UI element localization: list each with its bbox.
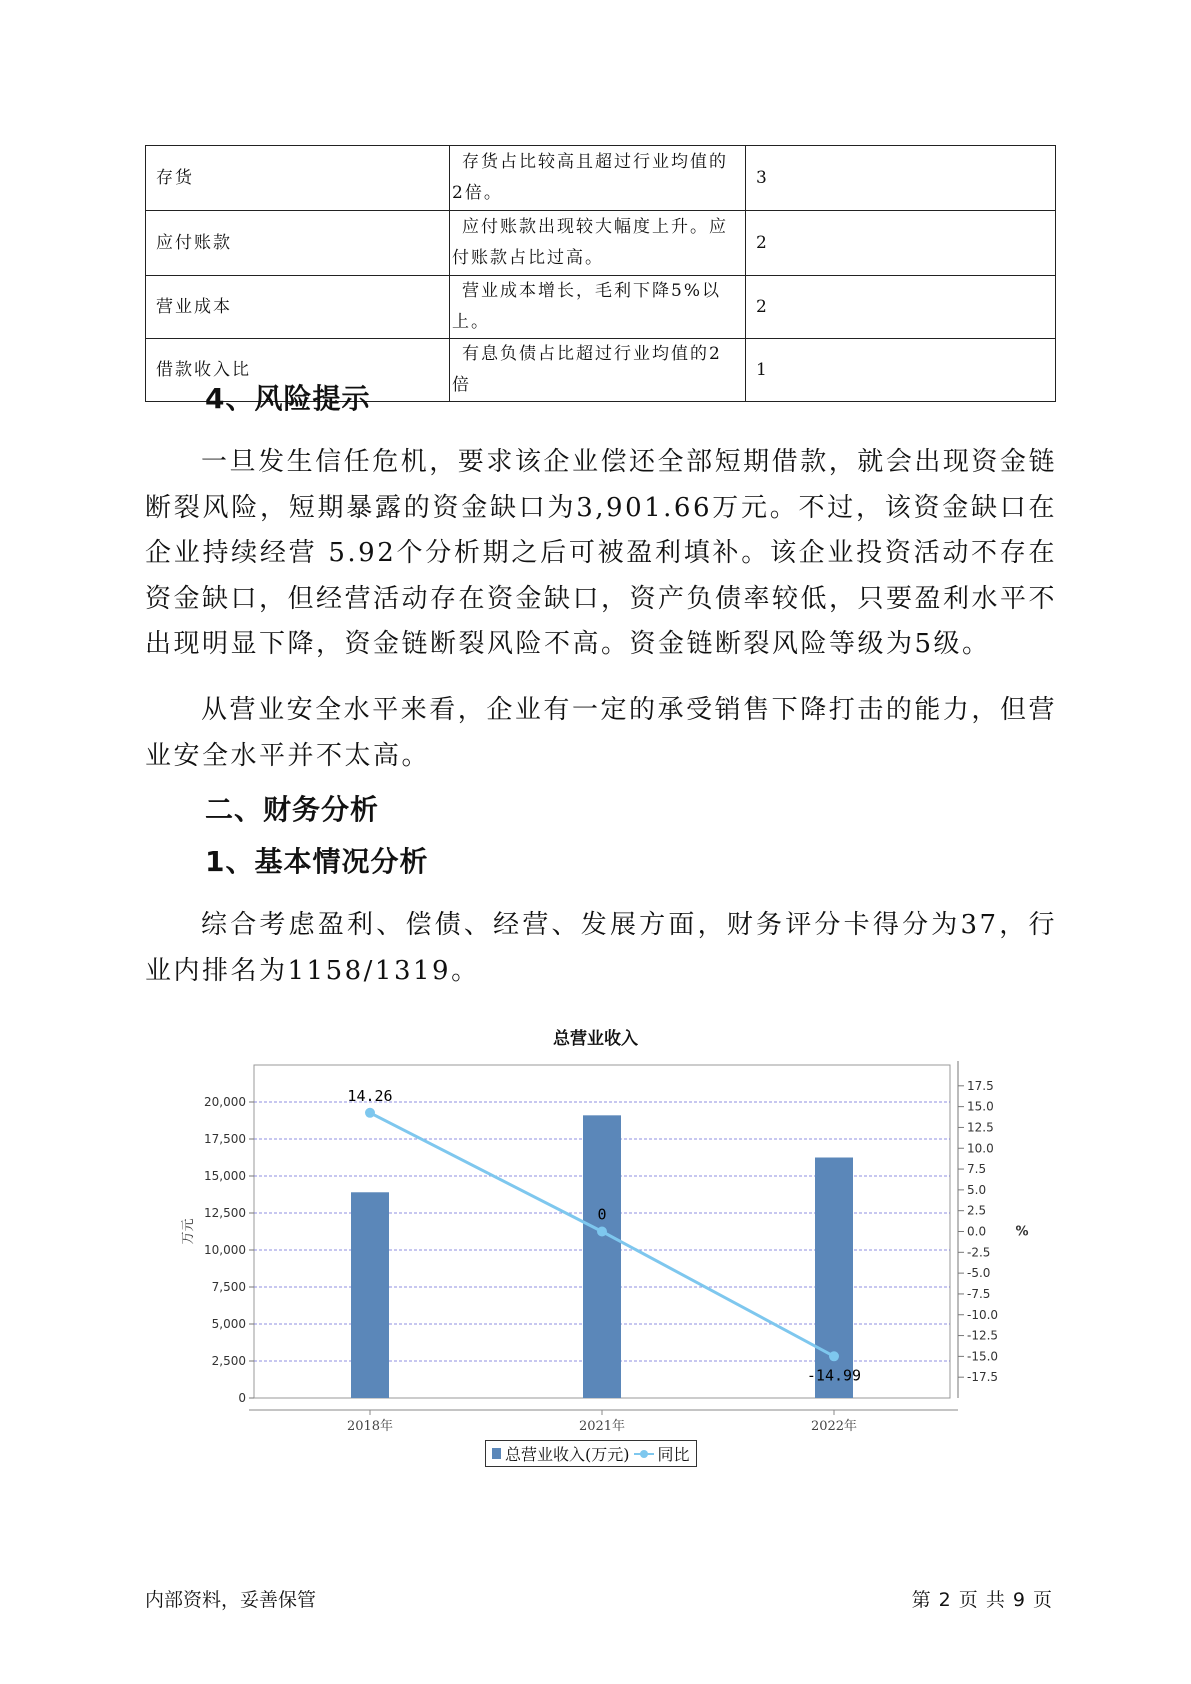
y2-tick-label: 10.0 — [967, 1141, 994, 1156]
y2-tick-label: 7.5 — [967, 1162, 987, 1177]
score-paragraph: 综合考虑盈利、偿债、经营、发展方面，财务评分卡得分为37，行业内排名为1158/1319。 — [145, 910, 1057, 986]
revenue-chart — [170, 1055, 1040, 1435]
legend-line-swatch — [634, 1448, 654, 1460]
risk-desc-cell: 应付账款出现较大幅度上升。应付账款占比过高。 — [450, 211, 746, 276]
yoy-point — [365, 1108, 375, 1118]
yoy-data-label: 14.26 — [347, 1086, 393, 1105]
risk-item-cell: 营业成本 — [146, 276, 450, 339]
y2-tick-label: 0.0 — [967, 1224, 987, 1239]
y2-tick-label: -17.5 — [967, 1370, 999, 1385]
y2-axis-title: % — [1015, 1224, 1029, 1240]
y-tick-label: 12,500 — [204, 1206, 246, 1220]
x-tick-label: 2021年 — [578, 1419, 626, 1434]
y-tick-label: 2,500 — [211, 1354, 246, 1368]
chart-legend — [485, 1440, 697, 1467]
legend-bar-label: 总营业收入(万元) — [505, 1445, 630, 1464]
y-tick-label: 17,500 — [204, 1132, 246, 1146]
y2-tick-label: 2.5 — [967, 1203, 987, 1218]
y2-tick-label: 5.0 — [967, 1182, 987, 1197]
table-row — [146, 211, 1056, 276]
y2-tick-label: 12.5 — [967, 1120, 994, 1135]
y-tick-label: 20,000 — [204, 1095, 246, 1109]
bar — [583, 1115, 621, 1398]
section-heading-risk: 4、风险提示 — [205, 382, 371, 415]
legend-bar-swatch — [492, 1448, 501, 1459]
risk-desc-cell: 营业成本增长，毛利下降5%以上。 — [450, 276, 746, 339]
table-row — [146, 276, 1056, 339]
y2-tick-label: -5.0 — [967, 1266, 991, 1281]
y-axis-title: 万元 — [181, 1218, 196, 1245]
y2-tick-label: -2.5 — [967, 1245, 991, 1260]
chart-title: 总营业收入 — [553, 1029, 638, 1049]
bar — [351, 1192, 389, 1398]
yoy-data-label: -14.99 — [806, 1366, 862, 1385]
yoy-point — [597, 1227, 607, 1237]
y2-tick-label: -12.5 — [967, 1328, 999, 1343]
footer-page-number: 第 2 页 共 9 页 — [911, 1589, 1053, 1611]
risk-item-cell: 应付账款 — [146, 211, 450, 276]
section-heading-finance: 二、财务分析 — [205, 793, 380, 826]
y2-tick-label: -10.0 — [967, 1307, 999, 1322]
risk-level-cell: 1 — [746, 339, 1056, 402]
risk-item-cell: 存货 — [146, 146, 450, 211]
y-tick-label: 10,000 — [204, 1243, 246, 1257]
risk-paragraph: 一旦发生信任危机，要求该企业偿还全部短期借款，就会出现资金链断裂风险，短期暴露的资金缺口为3,901.66万元。不过，该资金缺口在企业持续经营 5.92个分析期之后可被盈利填补。该企业投资活动不存在资金缺口，但经营活动存在资金缺口，资产负债率较低，只要盈利水平不出现明显下降，资金链断裂风险不高。资金链断裂风险等级为5级。 — [145, 447, 1058, 659]
y2-tick-label: 15.0 — [967, 1099, 994, 1114]
risk-level-cell: 3 — [746, 146, 1056, 211]
yoy-point — [829, 1351, 839, 1361]
y-tick-label: 7,500 — [211, 1280, 246, 1294]
y-tick-label: 5,000 — [211, 1317, 246, 1331]
safety-paragraph: 从营业安全水平来看，企业有一定的承受销售下降打击的能力，但营业安全水平并不太高。 — [145, 695, 1057, 771]
table-row — [146, 146, 1056, 211]
footer-confidential: 内部资料，妥善保管 — [145, 1589, 317, 1611]
y2-tick-label: -7.5 — [967, 1286, 991, 1301]
risk-level-cell: 2 — [746, 211, 1056, 276]
x-tick-label: 2018年 — [346, 1419, 394, 1434]
risk-desc-cell: 有息负债占比超过行业均值的2倍 — [450, 339, 746, 402]
risk-level-cell: 2 — [746, 276, 1056, 339]
x-tick-label: 2022年 — [810, 1419, 858, 1434]
y2-tick-label: 17.5 — [967, 1078, 994, 1093]
y2-tick-label: -15.0 — [967, 1349, 999, 1364]
legend-line-label: 同比 — [657, 1445, 690, 1464]
risk-item-cell: 借款收入比 — [146, 339, 450, 402]
subsection-heading-basic: 1、基本情况分析 — [205, 845, 429, 878]
y-tick-label: 0 — [238, 1391, 246, 1405]
risk-desc-cell: 存货占比较高且超过行业均值的2倍。 — [450, 146, 746, 211]
yoy-data-label: 0 — [597, 1205, 607, 1224]
bar — [815, 1158, 853, 1399]
risk-table — [145, 145, 1056, 402]
y-tick-label: 15,000 — [204, 1169, 246, 1183]
